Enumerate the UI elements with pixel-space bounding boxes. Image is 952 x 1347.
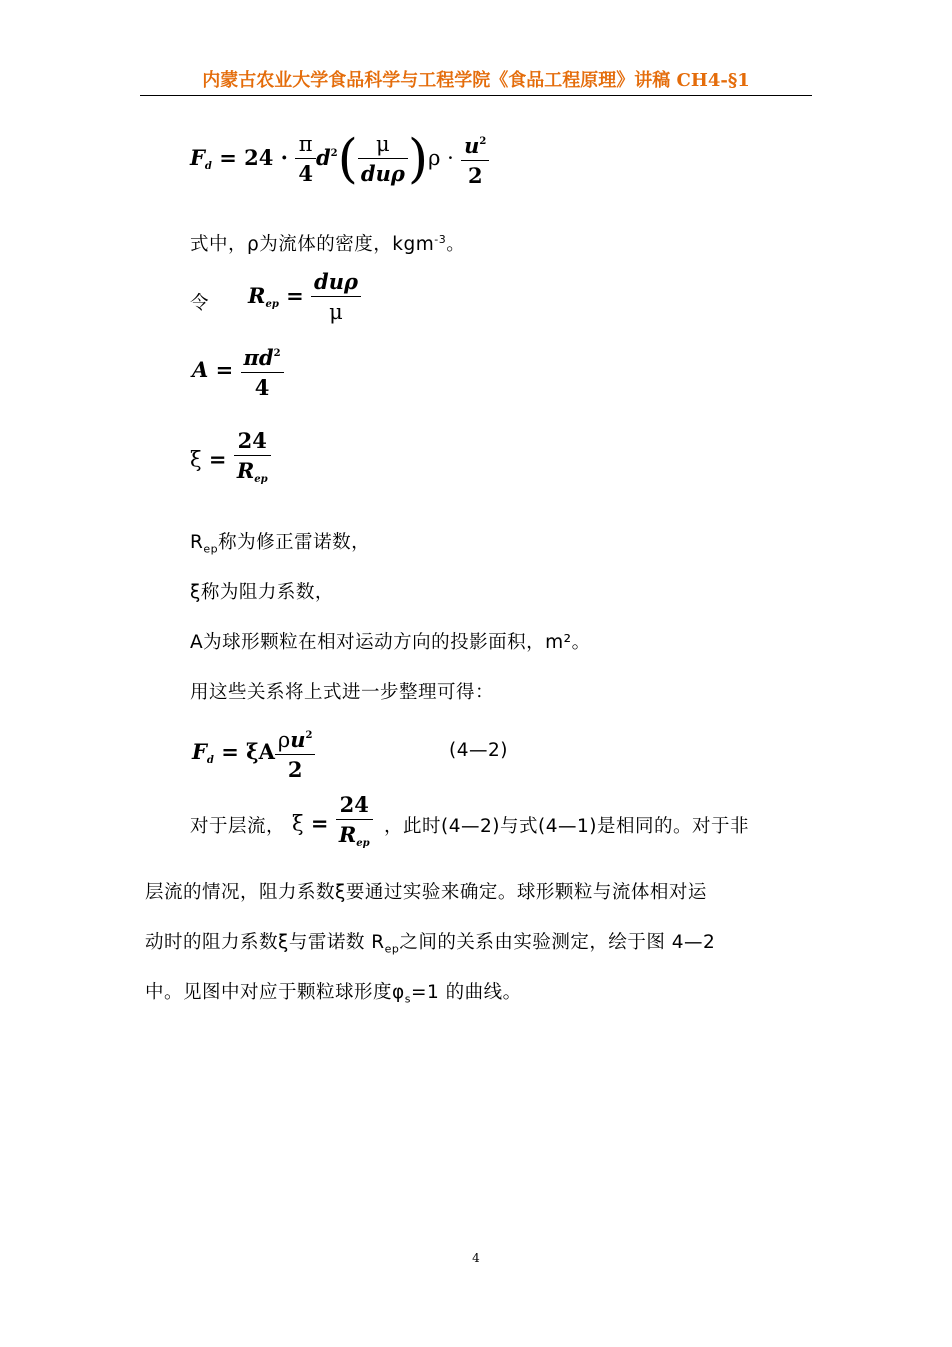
eq1-mu-over-durho: $\frac{\mu}{\text{duρ}}$ <box>358 130 408 189</box>
paragraph-rearrange: 用这些关系将上式进一步整理可得： <box>190 682 495 703</box>
eq1-pi-over-4: $\frac{\pi}{4}$ <box>295 130 316 189</box>
p3-lead: 对于层流， <box>190 816 286 837</box>
eq1-right-paren: ) <box>407 129 429 190</box>
eq1-F: F <box>190 145 205 170</box>
equation-xi: ξ = $\frac{24}{R_{ep}}$ <box>190 427 271 495</box>
eq1-F-sub: d <box>204 161 212 172</box>
p3-line2: 层流的情况，阻力系数ξ要通过实验来确定。球形颗粒与流体相对运 <box>145 882 707 903</box>
p3-line3: 动时的阻力系数ξ与雷诺数 $R_{ep}$之间的关系由实验测定，绘于图 4—2 <box>145 932 716 956</box>
p3-inline-xi-eq: ξ = $\frac{24}{R_{ep}}$ <box>292 791 373 859</box>
equation-drag-force <box>190 128 489 191</box>
equation-area: A = $\frac{\pi d^2}{4}$ <box>192 340 284 403</box>
definition-rep: $R_{ep}$称为修正雷诺数， <box>190 532 371 556</box>
eq1-rho-dot: ρ · <box>428 146 454 170</box>
let-label: 令 <box>190 293 210 314</box>
eq1-d: d <box>315 145 331 170</box>
equation-4-2: $F_d = \xi A$ $\frac{\rho u^2}{2}$ <box>192 722 315 785</box>
paragraph-density: 式中，ρ为流体的密度，kgm$^{-3}$。 <box>190 232 466 255</box>
p3-tail: ，此时(4—2)与式(4—1)是相同的。对于非 <box>384 816 749 837</box>
eq1-left-paren: ( <box>337 129 358 190</box>
page-number: 4 <box>472 1251 480 1265</box>
definition-xi: ξ称为阻力系数， <box>190 582 334 603</box>
equation-number-4-2: (4—2) <box>449 740 508 761</box>
header-divider <box>140 95 812 96</box>
p3-line4: 中。见图中对应于颗粒球形度$\varphi_s=1$ 的曲线。 <box>145 982 522 1006</box>
definition-area: A为球形颗粒在相对运动方向的投影面积，m²。 <box>190 632 591 653</box>
page-header: 内蒙古农业大学食品科学与工程学院《食品工程原理》讲稿 CH4-§1 <box>202 70 750 91</box>
eq1-u2-over-2: $\frac{u^2}{2}$ <box>461 128 489 191</box>
equation-reynolds: $R_{ep}$ = $\frac{\text{duρ}}{\mu}$ <box>248 268 361 327</box>
eq1-d-sup: 2 <box>330 148 338 159</box>
eq1-coef: = 24 · <box>219 145 288 170</box>
